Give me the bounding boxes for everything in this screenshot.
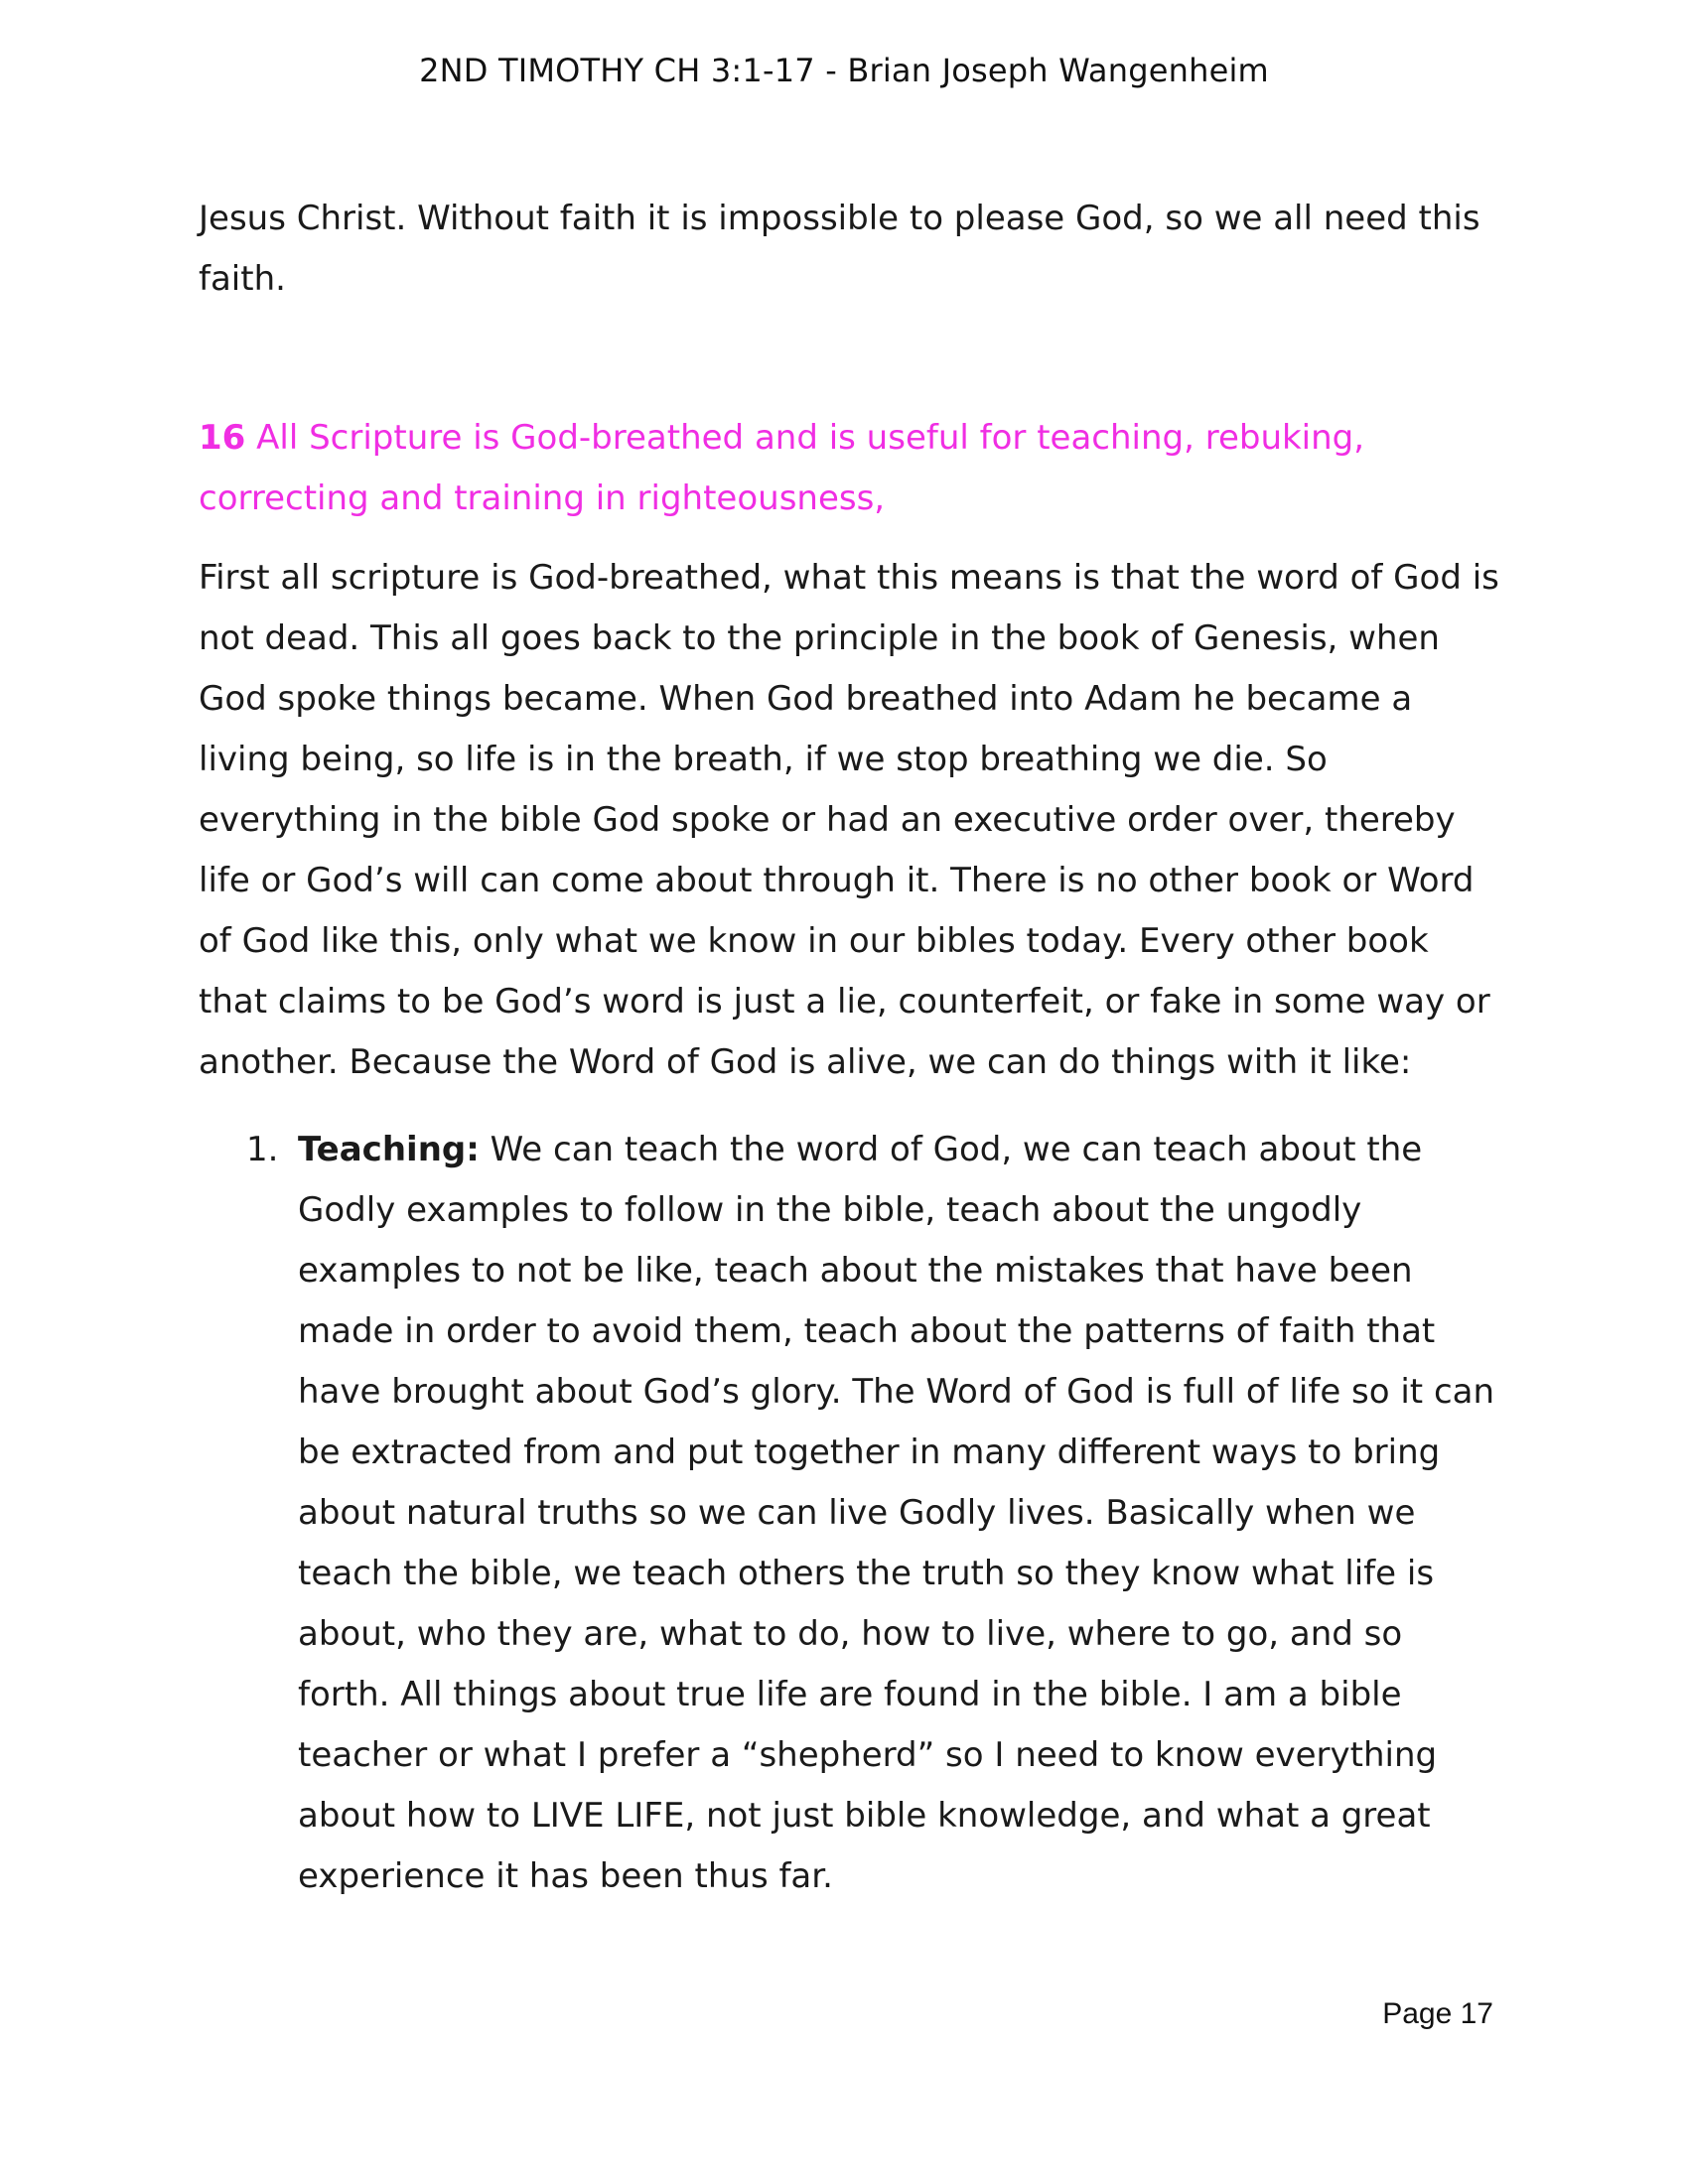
verse-text: All Scripture is God-breathed and is useful for teaching, rebuking, correcting and training in righteousness, <box>199 418 1365 518</box>
document-body <box>199 189 1499 1907</box>
list-item-number: 1. <box>246 1130 279 1169</box>
points-list <box>199 1120 1499 1907</box>
commentary-paragraph: First all scripture is God-breathed, what this means is that the word of God is not dead. This all goes back to the principle in the book of Genesis, when God spoke things became. When God breathed into Adam he became a living being, so life is in the breath, if we stop breathing we die. So everything in the bible God spoke or had an executive order over, thereby life or God’s will can come about through it. There is no other book or Word of God like this, only what we know in our bibles today. Every other book that claims to be God’s word is just a lie, counterfeit, or fake in some way or another. Because the Word of God is alive, we can do things with it like: <box>199 558 1499 1082</box>
intro-paragraph: Jesus Christ. Without faith it is impossible to please God, so we all need this faith. <box>199 199 1480 299</box>
page-number: Page 17 <box>1382 1997 1493 2030</box>
scripture-verse <box>199 408 1499 529</box>
verse-number: 16 <box>199 418 246 458</box>
document-header: 2ND TIMOTHY CH 3:1-17 - Brian Joseph Wangenheim <box>419 52 1269 89</box>
list-item-text: We can teach the word of God, we can teach about the Godly examples to follow in the bible, teach about the ungodly examples to not be like, teach about the mistakes that have been made in order to avoid them, teach about the patterns of faith that have brought about God’s glory. The Word of God is full of life so it can be extracted from and put together in many different ways to bring about natural truths so we can live Godly lives. Basically when we teach the bible, we teach others the truth so they know what life is about, who they are, what to do, how to live, where to go, and so forth. All things about true life are found in the bible. I am a bible teacher or what I prefer a “shepherd” so I need to know everything about how to LIVE LIFE, not just bible knowledge, and what a great experience it has been thus far. <box>298 1130 1495 1896</box>
list-item <box>246 1120 1499 1907</box>
list-item-term: Teaching: <box>298 1130 480 1169</box>
